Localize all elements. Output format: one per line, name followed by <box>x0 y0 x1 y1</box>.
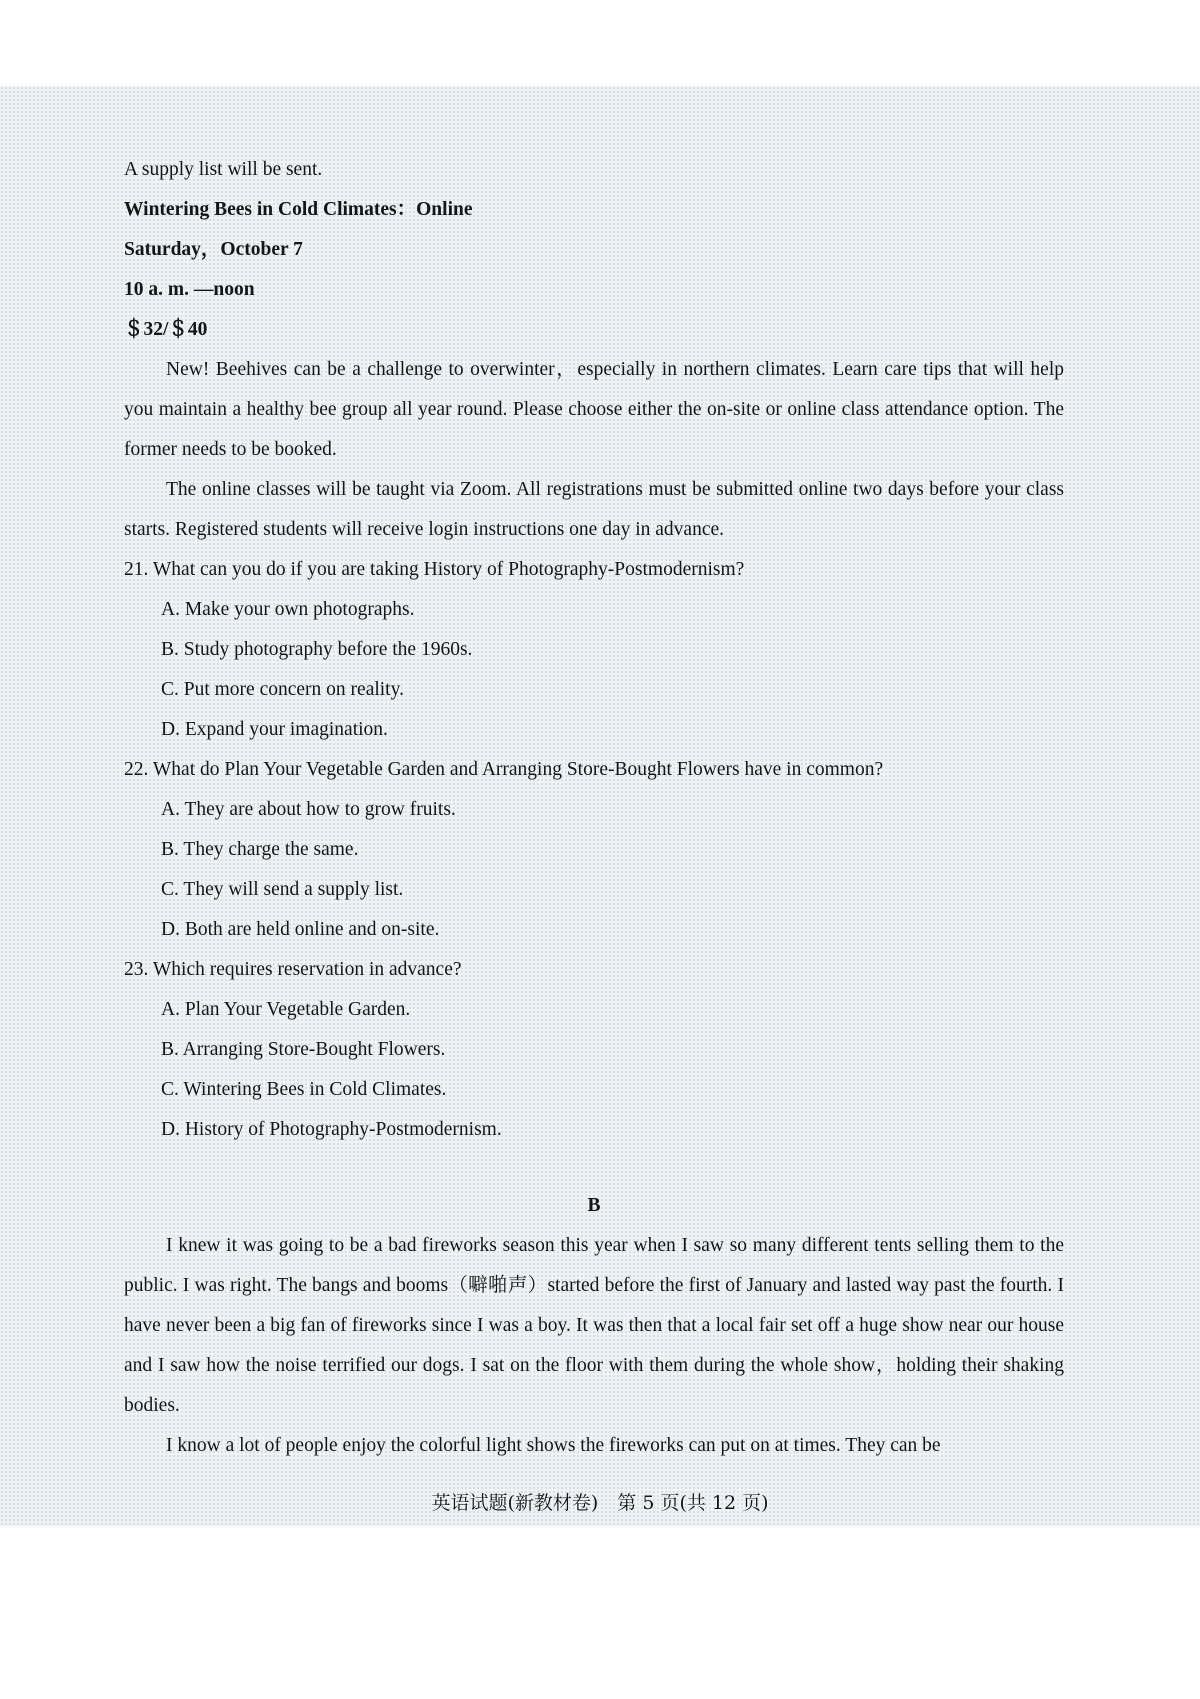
option-d: D. History of Photography-Postmodernism. <box>161 1119 502 1140</box>
question-number: 21. <box>124 559 149 580</box>
question-number: 23. <box>124 959 149 980</box>
question-22 <box>124 750 1064 790</box>
option-c: C. Wintering Bees in Cold Climates. <box>161 1079 447 1100</box>
question-block-23 <box>124 950 1064 1150</box>
question-text: What can you do if you are taking History of Photography-Postmodernism? <box>152 559 745 580</box>
supply-note: A supply list will be sent. <box>124 159 323 180</box>
online-class-info: The online classes will be taught via Zoom. All registrations must be submitted online two days before your class starts. Registered students will receive login instructions one day in advance. <box>124 479 1064 540</box>
option-a: A. Make your own photographs. <box>161 599 415 620</box>
option-b: B. They charge the same. <box>161 839 359 860</box>
question-21 <box>124 550 1064 590</box>
page-content <box>124 150 1064 1466</box>
section-b-heading: B <box>587 1195 601 1216</box>
course-date: Saturday，October 7 <box>124 239 303 260</box>
option-b: B. Arranging Store-Bought Flowers. <box>161 1039 446 1060</box>
course-price: ＄32/＄40 <box>124 319 208 340</box>
passage-b-paragraph-1: I knew it was going to be a bad fireworks season this year when I saw so many different tents selling them to the public. I was right. The bangs and booms（噼啪声）started before the first of January and lasted way past the fourth. I have never been a big fan of fireworks since I was a boy. It was then that a local fair set off a huge show near our house and I saw how the noise terrified our dogs. I sat on the floor with them during the whole show，holding their shaking bodies. <box>124 1235 1064 1416</box>
question-number: 22. <box>124 759 149 780</box>
option-a: A. Plan Your Vegetable Garden. <box>161 999 411 1020</box>
course-title: Wintering Bees in Cold Climates：Online <box>124 199 473 220</box>
option-b: B. Study photography before the 1960s. <box>161 639 473 660</box>
option-c: C. They will send a supply list. <box>161 879 404 900</box>
option-a: A. They are about how to grow fruits. <box>161 799 456 820</box>
course-description: New! Beehives can be a challenge to overwinter，especially in northern climates. Learn care tips that will help you maintain a healthy bee group all year round. Please choose either the on-site or online class attendance option. The former needs to be booked. <box>124 359 1064 460</box>
question-text: What do Plan Your Vegetable Garden and Arranging Store-Bought Flowers have in common? <box>152 759 884 780</box>
section-spacer <box>124 1150 1064 1186</box>
question-text: Which requires reservation in advance? <box>152 959 462 980</box>
page-footer: 英语试题(新教材卷) 第 5 页(共 12 页) <box>431 1492 769 1514</box>
course-time: 10 a. m. —noon <box>124 279 255 300</box>
option-c: C. Put more concern on reality. <box>161 679 404 700</box>
passage-b-paragraph-2: I know a lot of people enjoy the colorful light shows the fireworks can put on at times. They can be <box>166 1435 941 1456</box>
question-block-21 <box>124 550 1064 750</box>
option-d: D. Expand your imagination. <box>161 719 388 740</box>
question-block-22 <box>124 750 1064 950</box>
question-23 <box>124 950 1064 990</box>
option-d: D. Both are held online and on-site. <box>161 919 440 940</box>
